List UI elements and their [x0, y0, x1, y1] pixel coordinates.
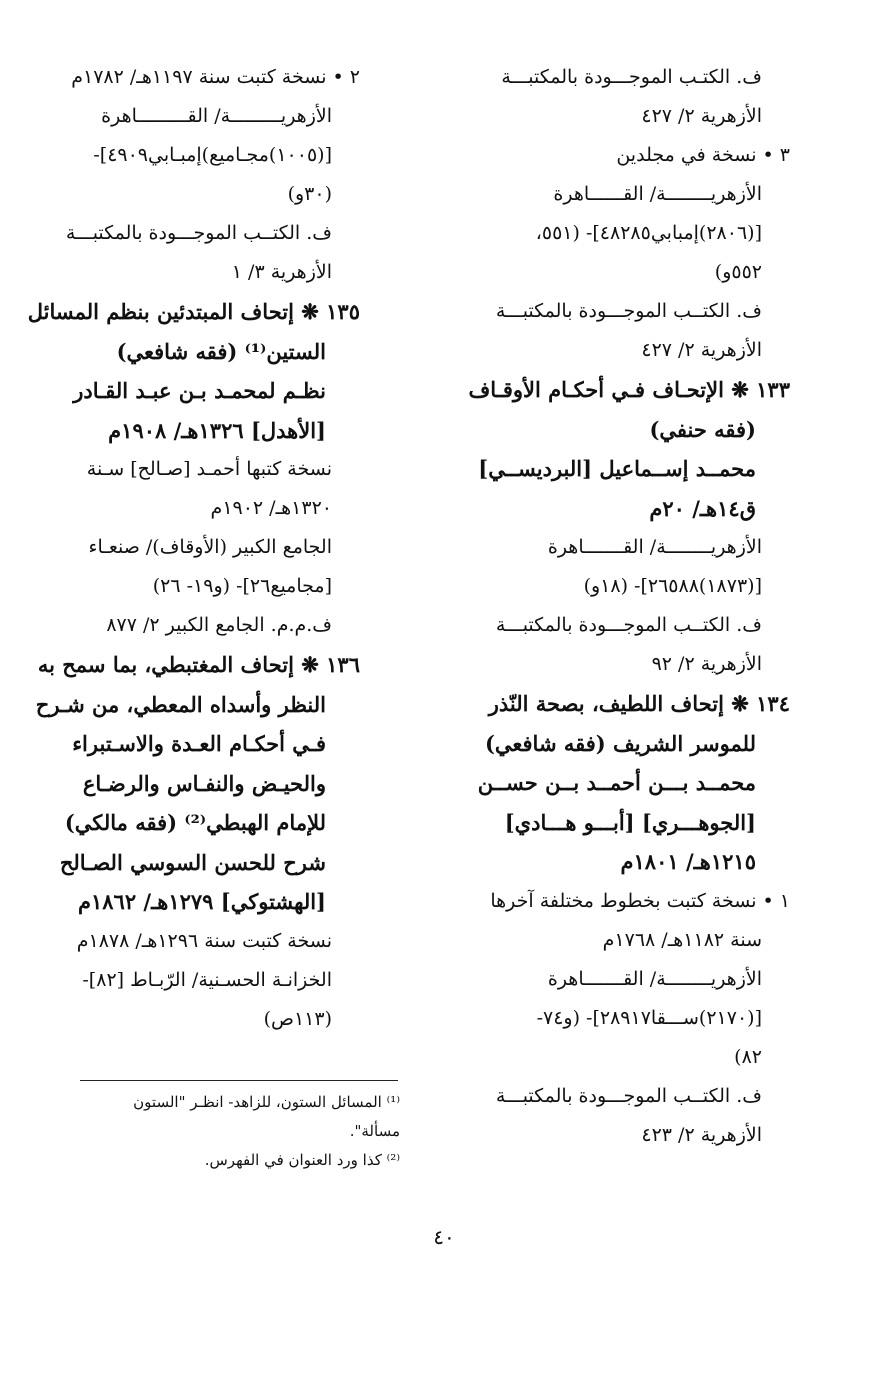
right-column: [438, 58, 790, 1155]
text-line: ١٢١٥هـ/ ١٨٠١م: [620, 849, 756, 874]
text-line: محمــد بـــن أحمــد بــن حســن: [477, 770, 756, 795]
text-line: [الجوهـــري] [أبـــو هـــادي]: [504, 809, 756, 835]
text-line: نسخة كتبت سنة ١٢٩٦هـ/ ١٨٧٨م: [76, 929, 332, 952]
text-line: الأزهرية ٢/ ٤٢٧: [641, 339, 762, 361]
text-line: الأزهرية ٣/ ١: [231, 261, 332, 283]
text-line: الأزهرية ٢/ ٤٢٧: [641, 105, 762, 127]
text-line: نظـم لمحمـد بـن عبـد القـادر: [73, 378, 326, 403]
text-line: النظر وأسداه المعطي، من شـرح: [35, 691, 326, 717]
text-line: (فقه حنفي): [649, 416, 756, 442]
footnotes: [60, 1088, 400, 1175]
text-line: نسخة كتبها أحمـد [صـالح] سـنة: [86, 458, 332, 480]
text-line: (١١٣ص): [263, 1007, 332, 1030]
text-line: ٢ • نسخة كتبت سنة ١١٩٧هـ/ ١٧٨٢م: [71, 66, 360, 88]
footnote-line: ⁽²⁾ كذا ورد العنوان في الفهرس.: [204, 1151, 400, 1169]
text-line: سنة ١١٨٢هـ/ ١٧٦٨م: [602, 928, 762, 951]
text-line: ١٣٤ ❋ إتحاف اللطيف، بصحة النّذر: [488, 691, 790, 716]
footnote-separator: [80, 1080, 398, 1081]
text-line: [(١٨٧٣)٢٦٥٨٨]- (١٨و): [583, 575, 762, 597]
text-line: والحيـض والنفـاس والرضـاع: [82, 770, 326, 796]
text-line: [الأهدل] ١٣٢٦هـ/ ١٩٠٨م: [108, 417, 326, 443]
text-line: الأزهريــــــــة/ القـــــــاهرة: [547, 967, 762, 990]
text-line: ف. الكتــب الموجـــودة بالمكتبـــة: [495, 1084, 762, 1107]
text-line: ف.م.م. الجامع الكبير ٢/ ٨٧٧: [106, 614, 332, 636]
footnote-line: ⁽¹⁾ المسائل الستون، للزاهد- انظـر "الستون: [133, 1093, 400, 1111]
footnote-line: مسألة".: [349, 1122, 400, 1140]
text-line: ق١٤هـ/ ٢٠م: [649, 495, 756, 521]
text-line: ف. الكتــب الموجـــودة بالمكتبـــة: [495, 300, 762, 322]
text-line: الأزهريـــــــــة/ القـــــــــاهرة: [101, 105, 332, 127]
text-line: [(٢١٧٠)ســـقا٢٨٩١٧]- (و٧٤-: [536, 1006, 762, 1029]
text-line: شرح للحسن السوسي الصـالح: [59, 849, 326, 875]
text-line: للإمام الهبطي⁽²⁾ (فقه مالكي): [64, 810, 326, 835]
text-line: ١٣٢٠هـ/ ١٩٠٢م: [210, 497, 332, 519]
text-line: الأزهريــــــــة/ القـــــــاهرة: [547, 536, 762, 558]
text-line: [مجاميع٢٦]- (و١٩- ٢٦): [152, 575, 332, 597]
text-line: ف. الكتـب الموجـــودة بالمكتبـــة: [501, 66, 762, 88]
text-line: ف. الكتــب الموجـــودة بالمكتبـــة: [65, 222, 332, 244]
text-line: [(٢٨٠٦)إمبابي٤٨٢٨٥]- (٥٥١،: [535, 222, 762, 244]
text-line: فـي أحكـام العـدة والاسـتبراء: [72, 731, 326, 756]
text-line: ف. الكتــب الموجـــودة بالمكتبـــة: [495, 614, 762, 636]
text-line: (٣٠و): [287, 183, 332, 205]
text-line: ٥٥٢و): [714, 261, 762, 283]
left-column: [27, 58, 360, 1039]
page-number: ٤٠: [433, 1225, 455, 1249]
text-line: الأزهريــــــــة/ القــــــاهرة: [553, 183, 762, 205]
text-line: ١٣٦ ❋ إتحاف المغتبطي، بما سمح به: [37, 652, 360, 677]
text-line: الأزهرية ٢/ ٩٢: [651, 653, 762, 675]
text-line: ١٣٣ ❋ الإتحـاف فـي أحكـام الأوقـاف: [468, 377, 790, 402]
text-line: محمــد إســماعيل [البرديســي]: [478, 456, 756, 481]
text-line: ٨٢): [734, 1045, 762, 1068]
text-line: الستين⁽¹⁾ (فقه شافعي): [116, 338, 326, 364]
text-line: ١ • نسخة كتبت بخطوط مختلفة آخرها: [490, 889, 790, 912]
text-line: ١٣٥ ❋ إتحاف المبتدئين بنظم المسائل: [27, 299, 360, 324]
text-line: [(١٠٠٥)مجـاميع)إمبـابي٤٩٠٩]-: [93, 144, 332, 166]
text-line: ٣ • نسخة في مجلدين: [616, 144, 790, 166]
text-line: الجامع الكبير (الأوقاف)/ صنعـاء: [88, 536, 332, 558]
text-line: الأزهرية ٢/ ٤٢٣: [641, 1123, 762, 1146]
text-line: [الهشتوكي] ١٢٧٩هـ/ ١٨٦٢م: [77, 889, 326, 914]
text-line: للموسر الشريف (فقه شافعي): [484, 730, 756, 756]
text-line: الخزانـة الحسـنية/ الرّبـاط [٨٢]-: [82, 968, 332, 991]
